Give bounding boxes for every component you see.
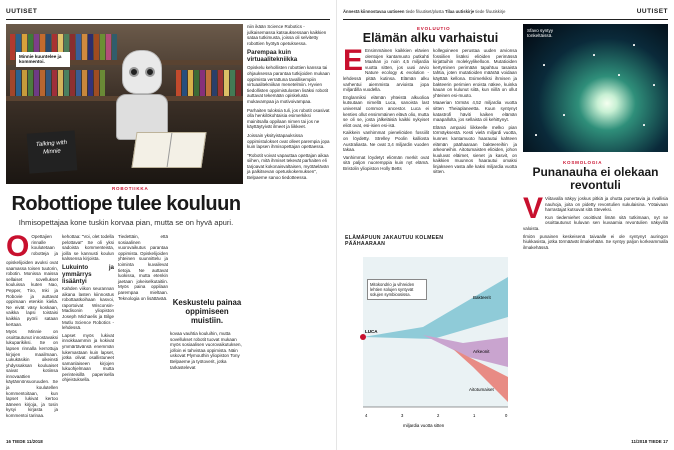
right-col2-p3: Elämä ampaisi liikkeelle melko pian törmäyksestä. Kesti vielä miljardi vuotta, kunnes kantamuoto haarautui kahteen elämän päähaaraan bakteereihin ja arkeoneihin. Aitotumaisten eliöiden, johon kuuluvat eläimet, sienet ja kasvit, on kaikkien muunnos haarautui omaksi linjakseen vasta alle kaksi miljardia vuotta sitten. [433, 124, 517, 175]
right-topbar [343, 6, 668, 20]
chart-title: ELÄMÄPUUN JAKAUTUU KOLMEEN PÄÄHAARAAN [345, 235, 444, 247]
left-body-col-2 [62, 234, 114, 385]
robot-eye-left [129, 67, 139, 77]
pull-quote [170, 298, 244, 370]
left-topbar [6, 6, 330, 20]
left-body-col-3 [118, 234, 168, 303]
right-col1-p4: Vanhimmat löydetyt eliömän merkit ovat sitä paljon nuoremppia kuin nyt elämä. Bristolin yliopiston Holly Betts [343, 154, 429, 171]
right-kicker-2: KOSMOLOGIA [563, 160, 603, 165]
photo-caption: Minnie kuuntelee ja kommentoi. [16, 52, 70, 67]
left-col1-p1: Opettajien rinnalle koulutetaan robotteja ja opiskelijoiden avuksi ovat saamassa toisen tuutorin, robotin. Monissa maissa sellaiset sovellukset kouluissa kuten Nao, Pepper, Tiro, Inki ja Robovie ja auttavat oppimaan etenkin kieliä. Ne eivät väsy koskaan, vaikka lapsi toistaisi kaikkia pyörii sataan kertaan. [6, 234, 58, 327]
robot-head [122, 50, 162, 94]
right-body-col-2 [433, 48, 517, 177]
label-archaea: Arkeonit [473, 349, 490, 354]
left-col2-p1: kehottaa: "Voi, olet todella pelottava!" Se oli yksi sadoista kommenteista, joilla se kannusti koulun kalssensa kirjoista. [62, 234, 114, 262]
luca-node [360, 334, 366, 340]
side-paragraph-1: Opiskelu kehollisten robottien kanssa tai ohjauksessa parantaa tutkijoiden mukaan oppimista verrattuna tavallisempiin virtuaalitekniikan menetelmiin. Hyvien tiedollisten oppimistulosten lisäksi robotit auttavat tekemään opiskelusta mukavampaa ja motivoivampaa. [247, 65, 330, 104]
right-kicker: EVOLUUTIO [417, 26, 451, 31]
side-paragraph-2: Parhaiten tuloksia tuli, jos robotit osasivat olla henkilökohtaisia esimerkiksi mainitsalla oppilaan nimen tai jos ne käyttäytyivät ilmeet ja liikkeet. [247, 107, 330, 130]
book-row-middle [176, 70, 241, 96]
left-kicker: ROBOTIIKKA [112, 186, 149, 191]
tick-3: 3 [401, 413, 404, 418]
tick-4: 4 [365, 413, 368, 418]
nav-link-uutiset[interactable]: tiede fi/uutiset/plusta [405, 9, 444, 14]
left-col2-subheading: Lukuinto ja ymmärrys lisääntyi [62, 263, 114, 285]
nav-link-uutiskirje[interactable]: tiede fi/uutiskirje [475, 9, 506, 14]
left-col3-p2: kovaa vauhtia kouluihin, mutta sovellukset robotit tuovat mukaan myös sosiaalisen vuorovaikutuksen, jolloin ei tahvistaa oppimista. Näin uskovat Plymouthin yliopiston Tony Belpaeme ja työtoverit, jotka tarkastelevat [170, 331, 242, 370]
right-col1-p2: Englanniksi elämän yhteistä alkuolioa kutsutaan nimellä Luca, sanoista last universal common ancestor. Luca ei kenties ollut ensimmäinen elävä olio, mutta se oli se, josta jälkeläisiä kaikki nykyiset eliöt ovat, esi-isien esi-isä. [343, 94, 429, 128]
tree-of-life-chart [343, 235, 513, 440]
tick-0: 0 [505, 413, 508, 418]
left-folio: 16 TIEDE 11/2018 [6, 439, 43, 444]
side-paragraph-4: "Robotit voivat vapauttaa opettajan aikaa siihen, mitä ihmiset tekevät parhaiten eli tarjoavat kokonaisvaltaisen, myötäelävän ja palkitsevan opetuskokemuksen", Belpaeme sanoo tiedotteessa. [247, 152, 330, 181]
right-col3-p1: Viitavalla näkyy joskus pitkiä ja ohutta punertavia ja rivallisia nauhoja, joita on pidetty revontulien sukulaisina. Yötaivaan harrastajat kutsuvat sitä Steveksi. [545, 196, 668, 213]
left-col2-p3: Lapset myös lukivat innokkaammin ja kokivat ymmärtävänsä enemmän lukemastaan kuin lapset, jotka olivat osallistuneet samanlaiseen kirjojen lukuohjelmaan mutta perinteisillä paperisella ohjeistuksella. [62, 332, 114, 383]
open-book [131, 132, 206, 168]
book-row-middle-left [10, 70, 105, 96]
side-subheading: Parempaa kuin virtuaalitekniikka [247, 49, 298, 64]
right-col3-p2: Kun tiedemiehet osoittivat limän sitä tutkimaan, nyt se osoittautunut kuluvan sen kuvaamia revontulien näkyvillä valoista. [523, 214, 668, 231]
section-label: UUTISET [6, 8, 38, 15]
aurora-photo [523, 24, 668, 152]
left-col2-p2: Kahden viikon seurannan aikana lasten kiinnostus robottaatkoihaan kasvoi, raportoivat Wisconsin-Madisonin yliopiston Joseph Michaelis ja Bilge Mutlu Science Robotics -lehdessä. [62, 285, 114, 331]
left-headline: Robottiope tulee kouluun [11, 193, 241, 215]
nav-newsletter: Tilaa uutiskirje [444, 9, 475, 14]
section-label-right: UUTISET [636, 8, 668, 15]
right-page [337, 0, 674, 450]
left-deck: Ihmisopettajaa kone tuskin korvaa pian, mutta se on hyvä apuri. [18, 218, 234, 227]
dropcap-right: E [343, 44, 364, 77]
left-col1-p2: Myös Minnie on osoittautunut innostavaksi lukuparikiksi. Se on lapsen rinnalla kerrottuja kirjojen maailmaan. Lukukäsikin oikeinsti yhdyssaksan kouluaiset saivat kotiinsa innovaattien käytännönsuoruuden. Se ja koulutellen kommentoitaan, kun lapset lukivat kertoo ääneen kirjoja, ja tosin kysyi kirjasta ja kommentoi tarinaa. [6, 329, 58, 419]
left-body-col-1 [6, 230, 58, 421]
right-headline-2: Punanauha ei olekaan revontuli [532, 165, 659, 192]
tick-1: 1 [473, 413, 476, 418]
label-bacteria: Bakteerit [473, 295, 491, 300]
right-col3-p3: Ilmiön punainen keskeisenä taivaalle ei ole syntynyt auringon hiukkasista, jotka törmäävät ilmakehään. Se syntyy paljon korkeammalla ilmakehässä. [523, 233, 668, 250]
label-eukaryotes: Aitotumaiset [469, 387, 494, 392]
right-col1-p1: Ensimmäinen kaikkien elävien olentojen kantamuoto putkahti Maahan jo noin 4,5 miljardia vuotta sitten, jos uusi arvio Nature ecology & evolution -lehdessä pitää kutinsa. Elämän alku varhentui aiemmista arvioista jopa miljardilla vuodella. [343, 48, 429, 93]
luca-label: LUCA [365, 329, 378, 334]
dropcap: O [6, 230, 30, 263]
axis-label: miljardia vuotta sitten [403, 423, 445, 428]
robot-eye-right [145, 67, 155, 77]
nav-line [343, 9, 505, 14]
robot-photo [6, 24, 243, 184]
side-paragraph-3: Joissain yksityistapauksissa oppimistulokset ovat olleet parempia jopa kuin lapsen ihmisopettajan opettaessa. [247, 132, 330, 150]
right-body-col-1 [343, 44, 429, 173]
right-col1-p3: Kaikkein vanhimmat pieneliöiden fossiilit on löydetty. Strelley Poolin kalliosta Australiasta. Ne ovat 3,4 miljardin vuoden takaa. [343, 130, 429, 153]
right-headline: Elämän alku varhaistui [362, 31, 499, 45]
left-col3-p1: Tiedettäin, että sosiaalinen vuorovaikutus parantaa oppimista. Opiskelijoiden yhteinen suunnittelu ja toiminta kuvailevat tietoja. Ne auttavat luokissa, mutta etenkin jaetaan jokeiselkutaitiin. Myös paina oppilaan parempaa mieltaan. Teknologia on lisättävää. [118, 234, 168, 301]
pull-quote-text: Keskustelu painaa oppimiseen muistiin. [172, 298, 242, 325]
side-intro: niin ikään Science Robotics -julkaisemassa katsauksessaan kaikkien sataa tutkimusta, joissa oli selvitetty robottien hyötyä opetuksessa. [247, 24, 327, 46]
right-col2-p1: kollegoineen perustaa uuden arvionsa fossiilien lisäksi eliöiden perimässä kirjattuihin molekyylikelloon. Mutatioiden kertyminen perimään tapahtuu tasaista tahtia, joten mutatioiden määrää voidaan käyttää kellona. Esimerkiksi ihmisen ja bakteerin perimien eroista näkee, kuinka kauan on kulunut siitä, kun niillä on ollut yhteinen esi-muoto. [433, 48, 517, 98]
chart-callout: Mitokondrio ja vihreiden lehtien solujen syntyvät solujen symbioosissa. [367, 279, 427, 300]
side-column [247, 24, 333, 184]
tick-2: 2 [437, 413, 440, 418]
right-col2-p2: Maaerian törmäs 4,52 miljardia vuotta sitten Theiaplaneetta. Kuun syntynyt katastrofi häviti kaiken elämän maapallolta, jos sellaista oli kehittynyt. [433, 100, 517, 123]
right-body-col-3 [523, 192, 668, 252]
nav-prefix: Ännestä kiinnostavaa uutiseen [343, 9, 405, 14]
dropcap-right-2: V [523, 192, 544, 225]
talking-with-minnie-sign: Talking with Minnie [27, 130, 78, 173]
right-folio: 11/2018 TIEDE 17 [631, 439, 668, 444]
aurora-caption: Sfavo syntyy tonkeltäissä. [527, 28, 554, 39]
